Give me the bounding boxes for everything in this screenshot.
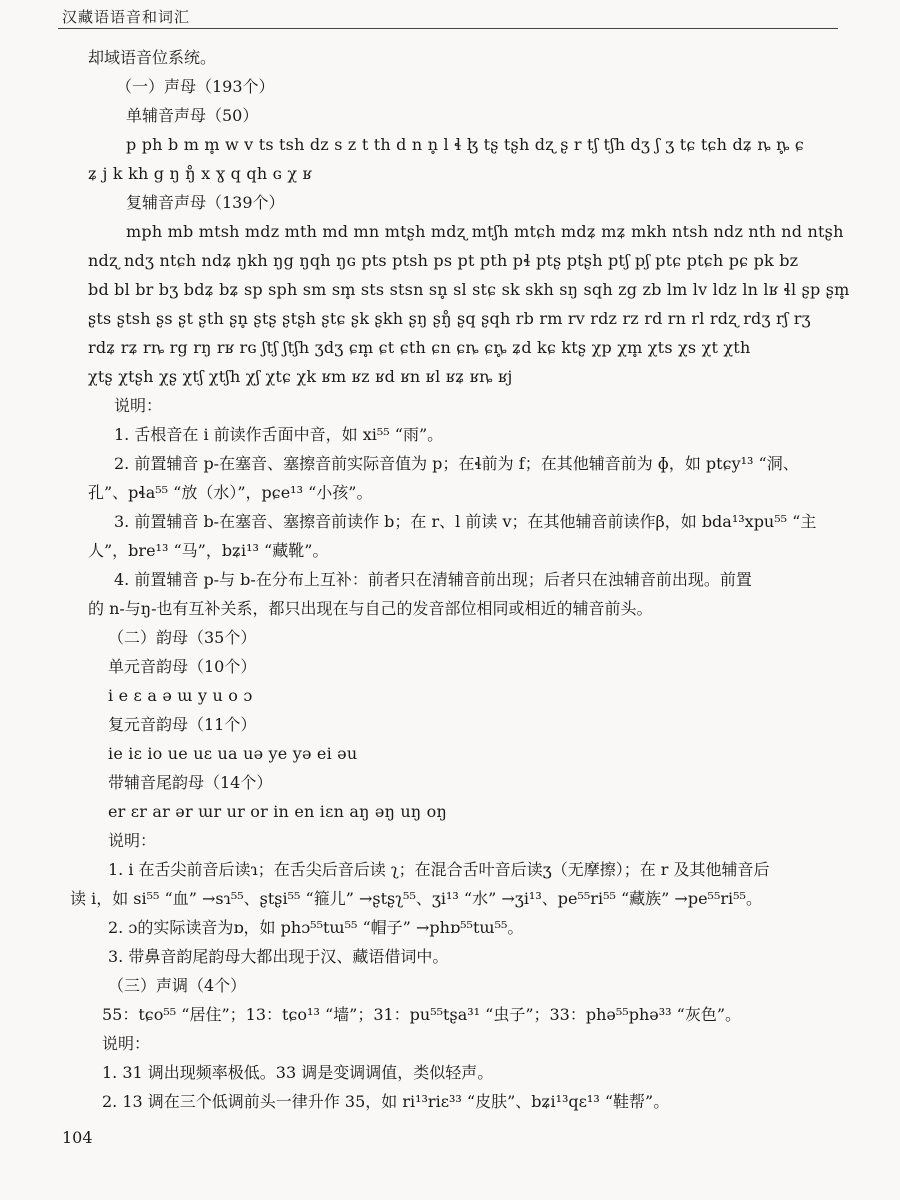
text-line: 孔”、pɬa⁵⁵ “放（水）”，pɕe¹³ “小孩”。 <box>88 483 373 502</box>
text-line: 人”，bre¹³ “马”，bʑi¹³ “藏靴”。 <box>88 541 329 560</box>
text-line: 的 n-与ŋ-也有互补关系，都只出现在与自己的发音部位相同或相近的辅音前头。 <box>88 599 653 618</box>
page-number: 104 <box>62 1128 93 1147</box>
text-line: rdʑ rʑ rȵ rg rŋ rʁ rɢ ʃtʃ ʃtʃh ʒdʒ ɕm̥ ɕt ɕth ɕn ɕȵ ɕȵ̥ ʑd kɕ ktʂ χp χm̥ χts χs χt χth <box>88 338 751 357</box>
text-line: 单辅音声母（50） <box>126 106 259 125</box>
text-line: 却域语音位系统。 <box>88 48 217 67</box>
text-line: （一）声母（193个） <box>116 77 275 96</box>
text-line: 说明： <box>102 1034 151 1053</box>
text-line: 复辅音声母（139个） <box>126 193 285 212</box>
text-line: （二）韵母（35个） <box>108 628 257 647</box>
text-line: 2. 前置辅音 p-在塞音、塞擦音前实际音值为 p；在ɬ前为 f；在其他辅音前为 ɸ，如 ptɕy¹³ “洞、 <box>114 454 799 473</box>
text-line: mph mb mtsh mdz mth md mn mtʂh mdʐ mtʃh mtɕh mdʑ mʑ mkh ntsh ndz nth nd ntʂh <box>126 222 844 241</box>
text-line: 1. i 在舌尖前音后读ɿ；在舌尖后音后读 ʅ；在混合舌叶音后读ʒ（无摩擦）；在 r 及其他辅音后 <box>108 860 770 879</box>
text-line: 读 i，如 si⁵⁵ “血” →sɿ⁵⁵、ʂtʂi⁵⁵ “箍儿” →ʂtʂʅ⁵⁵、ʒi¹³ “水” →ʒi¹³、pe⁵⁵ri⁵⁵ “藏族” →pe⁵⁵ri⁵⁵。 <box>70 889 762 908</box>
text-line: 1. 31 调出现频率极低。33 调是变调调值，类似轻声。 <box>102 1063 494 1082</box>
text-line: 复元音韵母（11个） <box>108 715 257 734</box>
text-line: 55：tɕo⁵⁵ “居住”；13：tɕo¹³ “墙”；31：pu⁵⁵tʂa³¹ “虫子”；33：phə⁵⁵phə³³ “灰色”。 <box>102 1005 741 1024</box>
text-line: 单元音韵母（10个） <box>108 657 257 676</box>
text-line: ndʐ ndʒ ntɕh ndʑ ŋkh ŋg ŋqh ŋɢ pts ptsh ps pt pth pɬ ptʂ ptʂh ptʃ pʃ ptɕ ptɕh pɕ pk bz <box>88 251 799 270</box>
text-line: （三）声调（4个） <box>108 976 247 995</box>
text-line: χtʂ χtʂh χʂ χtʃ χtʃh χʃ χtɕ χk ʁm ʁz ʁd ʁn ʁl ʁʑ ʁȵ ʁj <box>88 367 513 386</box>
text-line: i e ɛ a ə ɯ y u o ɔ <box>108 686 253 705</box>
text-line: 2. ɔ的实际读音为ɒ，如 phɔ⁵⁵tɯ⁵⁵ “帽子” →phɒ⁵⁵tɯ⁵⁵。 <box>108 918 524 937</box>
text-line: 1. 舌根音在 i 前读作舌面中音，如 xi⁵⁵ “雨”。 <box>114 425 444 444</box>
text-line: bd bl br bʒ bdʑ bʑ sp sph sm sm̥ sts stsn sn̥ sl stɕ sk skh sŋ sqh zg zb lm lv ldz ln lʁ ɬl ʂp ʂm̥ <box>88 280 850 299</box>
text-line: 3. 前置辅音 b-在塞音、塞擦音前读作 b；在 r、l 前读 v；在其他辅音前读作β，如 bda¹³xpu⁵⁵ “主 <box>114 512 817 531</box>
text-line: 3. 带鼻音韵尾韵母大都出现于汉、藏语借词中。 <box>108 947 449 966</box>
running-header: 汉藏语语音和词汇 <box>62 8 191 26</box>
text-line: 4. 前置辅音 p-与 b-在分布上互补：前者只在清辅音前出现；后者只在浊辅音前出现。前置 <box>114 570 752 589</box>
text-line: ie iɛ io ue uɛ ua uə ye yə ei əu <box>108 744 358 763</box>
text-line: ʑ j k kh g ŋ ŋ̊ x ɣ q qh ɢ χ ʁ <box>88 164 313 183</box>
text-line: p ph b m m̥ w v ts tsh dz s z t th d n n̥ l ɬ ɮ tʂ tʂh dʐ ʂ r tʃ tʃh dʒ ʃ ʒ tɕ tɕh dʑ ȵ ȵ̥ ɕ <box>126 135 805 154</box>
text-line: 带辅音尾韵母（14个） <box>108 773 273 792</box>
text-line: 说明： <box>108 831 157 850</box>
text-line: er ɛr ar ər ɯr ur or in en iɛn aŋ əŋ uŋ oŋ <box>108 802 448 821</box>
header-rule <box>58 28 838 29</box>
text-line: ʂts ʂtsh ʂs ʂt ʂth ʂn̥ ʂtʂ ʂtʂh ʂtɕ ʂk ʂkh ʂŋ ʂŋ̊ ʂq ʂqh rb rm rv rdz rz rd rn rl rdʐ rdʒ rʃ rʒ <box>88 309 811 328</box>
text-line: 说明： <box>114 396 163 415</box>
text-line: 2. 13 调在三个低调前头一律升作 35，如 ri¹³riɛ³³ “皮肤”、bʑi¹³qɛ¹³ “鞋帮”。 <box>102 1092 670 1111</box>
